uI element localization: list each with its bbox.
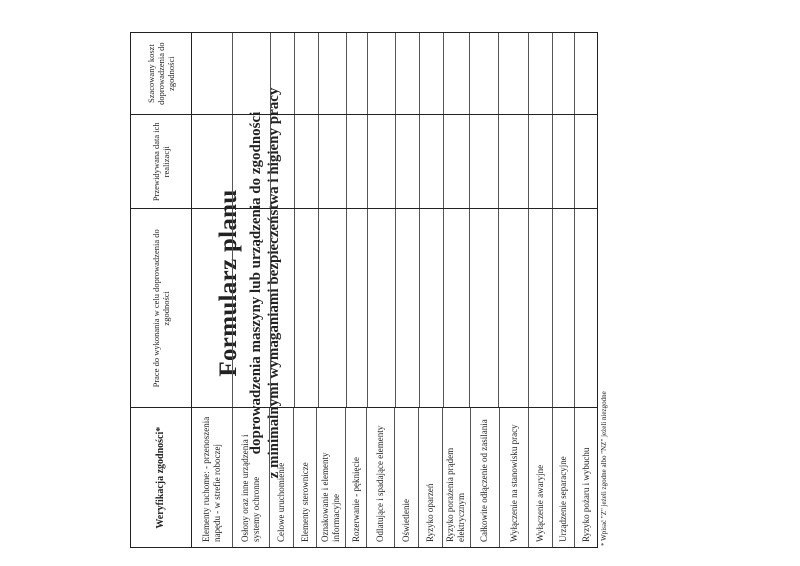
cost-cell[interactable]: [529, 33, 553, 114]
cost-cell[interactable]: [444, 33, 470, 114]
footnote: * Wpisać "Z" jeżeli zgodne albo "NZ" jeżeli niezgodne: [600, 391, 608, 546]
date-cell[interactable]: [553, 115, 575, 208]
work-cell[interactable]: [444, 209, 470, 407]
cost-cell[interactable]: [470, 33, 499, 114]
row-label: Ryzyko oparzeń: [419, 408, 443, 547]
column-verification: [131, 407, 597, 547]
date-cell[interactable]: [319, 115, 347, 208]
row-label: Wyłączenie awaryjne: [529, 408, 553, 547]
row-label: Wyłączenie na stanowisku pracy: [500, 408, 529, 547]
date-cell[interactable]: [529, 115, 553, 208]
cost-cell[interactable]: [420, 33, 444, 114]
cost-cell[interactable]: [319, 33, 347, 114]
cost-cell[interactable]: [499, 33, 528, 114]
column-header-work: Prace do wykonania w celu doprowadzenia do zgodności: [131, 209, 192, 407]
work-cell[interactable]: [368, 209, 396, 407]
work-cell[interactable]: [347, 209, 367, 407]
date-cell[interactable]: [271, 115, 295, 208]
work-cell[interactable]: [295, 209, 319, 407]
date-cell[interactable]: [192, 115, 233, 208]
column-header-date: Przewidywana data ich realizacji: [131, 115, 192, 208]
row-label: Ryzyko porażenia prądem elektrycznym: [443, 408, 471, 547]
work-cell[interactable]: [233, 209, 270, 407]
date-cell[interactable]: [295, 115, 319, 208]
row-label: Rozerwanie - pęknięcie: [346, 408, 366, 547]
cost-cell[interactable]: [368, 33, 396, 114]
work-cell[interactable]: [396, 209, 420, 407]
form-subtitle-line1: doprowadzenia maszyny lub urządzenia do zgodności: [248, 111, 264, 455]
date-cell[interactable]: [444, 115, 470, 208]
column-header-cost: Szacowany koszt doprowadzenia do zgodności: [131, 33, 192, 114]
row-label: Oświetlenie: [395, 408, 419, 547]
row-label: Elementy ruchome: - przenoszenia napędu - w strefie roboczej: [192, 408, 233, 547]
work-cell[interactable]: [192, 209, 233, 407]
date-cell[interactable]: [347, 115, 367, 208]
cost-cell[interactable]: [295, 33, 319, 114]
date-cell[interactable]: [420, 115, 444, 208]
row-label: Urządzenie separacyjne: [553, 408, 575, 547]
cost-cell[interactable]: [347, 33, 367, 114]
date-cell[interactable]: [470, 115, 499, 208]
work-cell[interactable]: [575, 209, 597, 407]
cost-cell[interactable]: [553, 33, 575, 114]
date-cell[interactable]: [233, 115, 270, 208]
row-label: Osłony oraz inne urządzenia i systemy ochronne: [233, 408, 270, 547]
work-cell[interactable]: [529, 209, 553, 407]
row-label: Oznakowanie i elementy informacyjne: [317, 408, 346, 547]
row-label: Celowe uruchomienie: [270, 408, 294, 547]
row-label: Odlatujące i spadające elementy: [367, 408, 395, 547]
row-label: Całkowite odłączenie od zasilania: [471, 408, 500, 547]
row-label: Ryzyko pożaru i wybuchu: [580, 447, 591, 542]
cost-cell[interactable]: [192, 33, 233, 114]
date-cell[interactable]: [368, 115, 396, 208]
work-cell[interactable]: [553, 209, 575, 407]
date-cell[interactable]: [575, 115, 597, 208]
work-cell[interactable]: [319, 209, 347, 407]
work-cell[interactable]: [271, 209, 295, 407]
work-cell[interactable]: [499, 209, 528, 407]
form-title: Formularz planu: [215, 189, 242, 377]
cost-cell[interactable]: [271, 33, 295, 114]
compliance-table: [130, 32, 598, 548]
work-cell[interactable]: [470, 209, 499, 407]
cost-cell[interactable]: [233, 33, 270, 114]
work-cell[interactable]: [420, 209, 444, 407]
form-subtitle-line2: z minimalnymi wymaganiami bezpieczeństwa i higieny pracy: [266, 87, 282, 479]
date-cell[interactable]: [499, 115, 528, 208]
date-cell[interactable]: [396, 115, 420, 208]
cost-cell[interactable]: [575, 33, 597, 114]
row-label: Elementy sterownicze: [294, 408, 318, 547]
cost-cell[interactable]: [396, 33, 420, 114]
column-header-verification: Weryfikacja zgodności*: [131, 408, 192, 547]
column-work: [131, 208, 597, 407]
column-cost: [131, 33, 597, 114]
column-date: [131, 114, 597, 208]
